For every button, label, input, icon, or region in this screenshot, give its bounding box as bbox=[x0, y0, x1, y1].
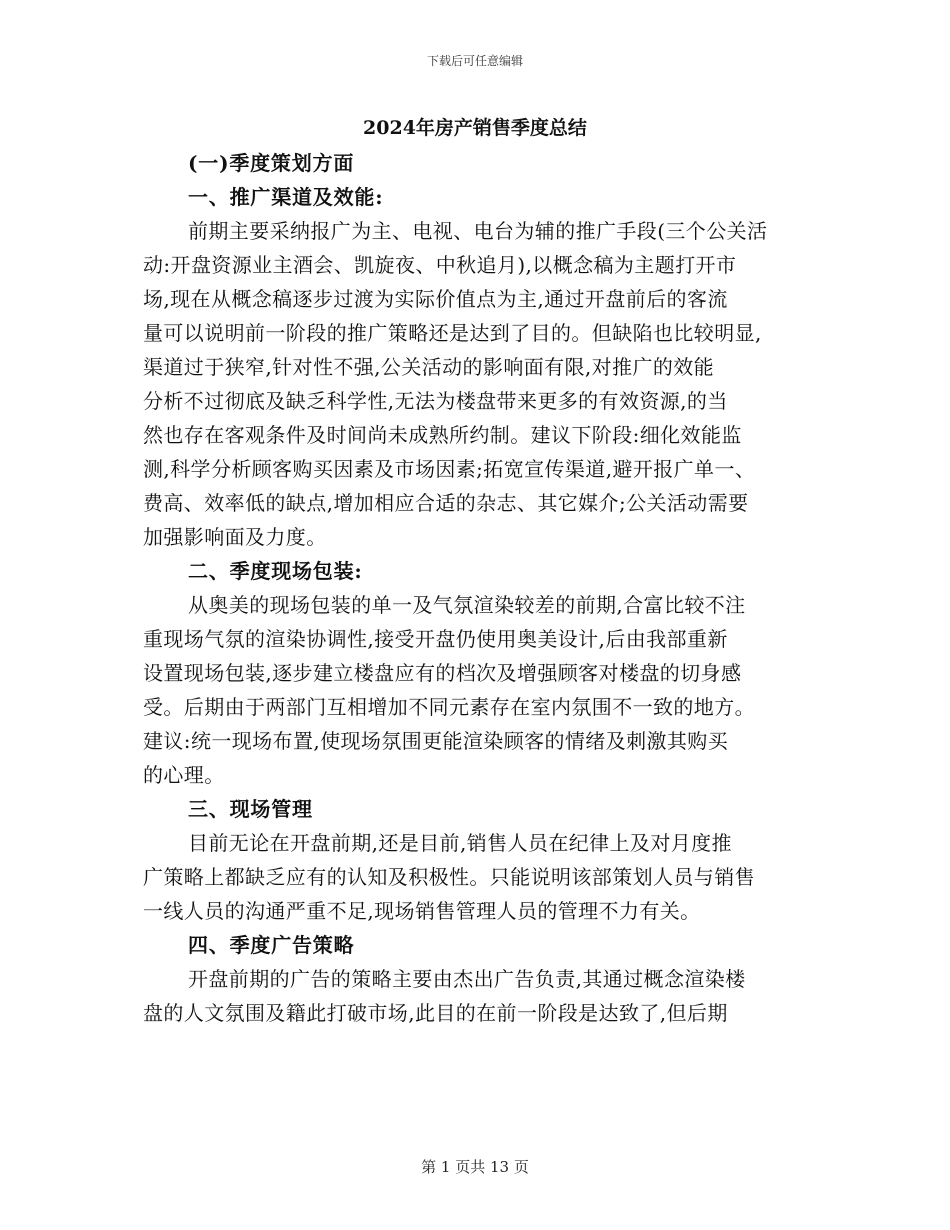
paragraph-line: 场,现在从概念稿逐步过渡为实际价值点为主,通过开盘前后的客流 bbox=[143, 287, 728, 311]
paragraph-line: 动:开盘资源业主酒会、凯旋夜、中秋追月),以概念稿为主题打开市 bbox=[143, 253, 737, 277]
paragraph-line: 前期主要采纳报广为主、电视、电台为辅的推广手段(三个公关活 bbox=[188, 219, 768, 243]
paragraph-line: 测,科学分析顾客购买因素及市场因素;拓宽宣传渠道,避开报广单一、 bbox=[143, 457, 756, 481]
paragraph-line: 重现场气氛的渲染协调性,接受开盘仍使用奥美设计,后由我部重新 bbox=[143, 627, 728, 651]
subsection-heading: 二、季度现场包装: bbox=[188, 559, 363, 583]
paragraph-line: 从奥美的现场包装的单一及气氛渲染较差的前期,合富比较不注 bbox=[188, 593, 746, 617]
subsection-heading: 四、季度广告策略 bbox=[188, 933, 355, 957]
paragraph-line: 分析不过彻底及缺乏科学性,无法为楼盘带来更多的有效资源,的当 bbox=[143, 389, 728, 413]
paragraph-line: 广策略上都缺乏应有的认知及积极性。只能说明该部策划人员与销售 bbox=[143, 865, 755, 889]
paragraph-line: 开盘前期的广告的策略主要由杰出广告负责,其通过概念渲染楼 bbox=[188, 967, 746, 991]
paragraph-line: 费高、效率低的缺点,增加相应合适的杂志、其它媒介;公关活动需要 bbox=[143, 491, 749, 515]
paragraph-line: 目前无论在开盘前期,还是目前,销售人员在纪律上及对月度推 bbox=[188, 831, 732, 855]
paragraph-line: 一线人员的沟通严重不足,现场销售管理人员的管理不力有关。 bbox=[143, 899, 701, 923]
paragraph-line: 设置现场包装,逐步建立楼盘应有的档次及增强顾客对楼盘的切身感 bbox=[143, 661, 742, 685]
page-header: 下载后可任意编辑 bbox=[426, 54, 523, 68]
paragraph-line: 的心理。 bbox=[143, 763, 225, 787]
section-heading: (一)季度策划方面 bbox=[188, 151, 355, 175]
paragraph-line: 受。后期由于两部门互相增加不同元素存在室内氛围不一致的地方。 bbox=[143, 695, 755, 719]
subsection-heading: 一、推广渠道及效能: bbox=[188, 185, 384, 209]
document-title: 2024年房产销售季度总结 bbox=[363, 117, 587, 139]
paragraph-line: 建议:统一现场布置,使现场氛围更能渲染顾客的情绪及刺激其购买 bbox=[143, 729, 729, 753]
paragraph-line: 加强影响面及力度。 bbox=[143, 525, 327, 549]
paragraph-line: 盘的人文氛围及籍此打破市场,此目的在前一阶段是达致了,但后期 bbox=[143, 1001, 728, 1025]
paragraph-line: 渠道过于狭窄,针对性不强,公关活动的影响面有限,对推广的效能 bbox=[143, 355, 715, 379]
subsection-heading: 三、现场管理 bbox=[188, 797, 313, 821]
paragraph-line: 量可以说明前一阶段的推广策略还是达到了目的。但缺陷也比较明显, bbox=[143, 321, 762, 345]
page-footer: 第 1 页共 13 页 bbox=[421, 1158, 529, 1176]
paragraph-line: 然也存在客观条件及时间尚未成熟所约制。建议下阶段:细化效能监 bbox=[143, 423, 742, 447]
document-body bbox=[143, 146, 843, 1030]
